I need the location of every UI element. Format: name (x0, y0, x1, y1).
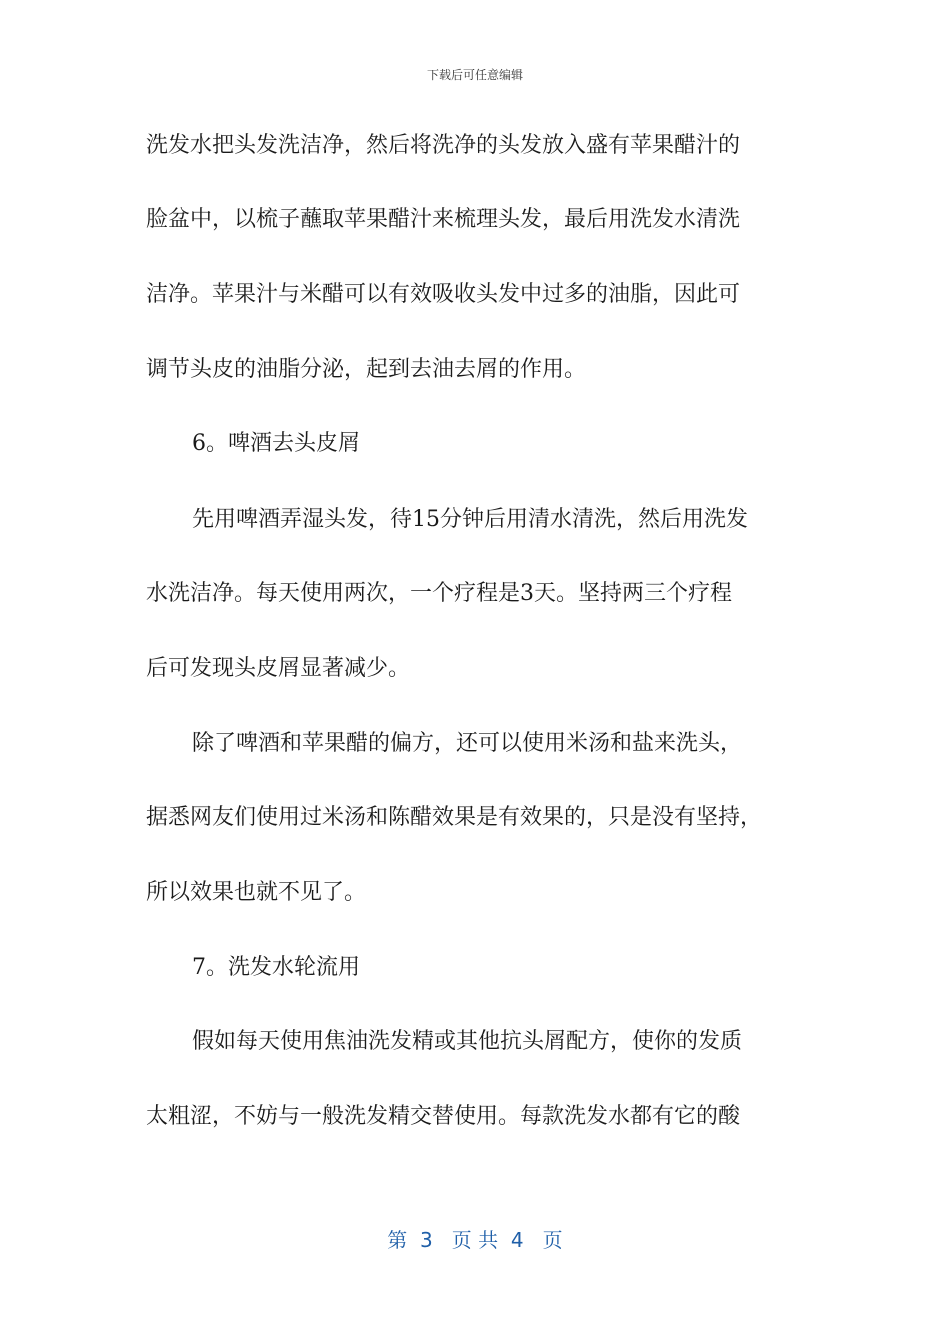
body-line: 据悉网友们使用过米汤和陈醋效果是有效果的，只是没有坚持， (146, 805, 763, 830)
body-line: 脸盆中，以梳子蘸取苹果醋汁来梳理头发，最后用洗发水清洗 (146, 207, 741, 232)
body-line: 洁净。苹果汁与米醋可以有效吸收头发中过多的油脂，因此可 (146, 282, 741, 307)
body-line: 假如每天使用焦油洗发精或其他抗头屑配方，使你的发质 (192, 1029, 743, 1054)
page-header: 下载后可任意编辑 (426, 68, 523, 82)
section-heading: 7。洗发水轮流用 (192, 955, 360, 980)
section-heading: 6。啤酒去头皮屑 (192, 431, 360, 456)
body-line: 除了啤酒和苹果醋的偏方，还可以使用米汤和盐来洗头， (192, 731, 743, 756)
body-line: 洗发水把头发洗洁净，然后将洗净的头发放入盛有苹果醋汁的 (146, 133, 741, 158)
body-line: 后可发现头皮屑显著减少。 (146, 656, 411, 681)
body-line: 太粗涩，不妨与一般洗发精交替使用。每款洗发水都有它的酸 (146, 1104, 741, 1129)
body-line: 先用啤酒弄湿头发，待15分钟后用清水清洗，然后用洗发 (192, 507, 748, 532)
body-line: 调节头皮的油脂分泌，起到去油去屑的作用。 (146, 357, 587, 382)
body-line: 所以效果也就不见了。 (146, 880, 367, 905)
page-footer: 第 3 页 共 4 页 (387, 1228, 563, 1252)
body-line: 水洗洁净。每天使用两次，一个疗程是3天。坚持两三个疗程 (146, 581, 732, 606)
